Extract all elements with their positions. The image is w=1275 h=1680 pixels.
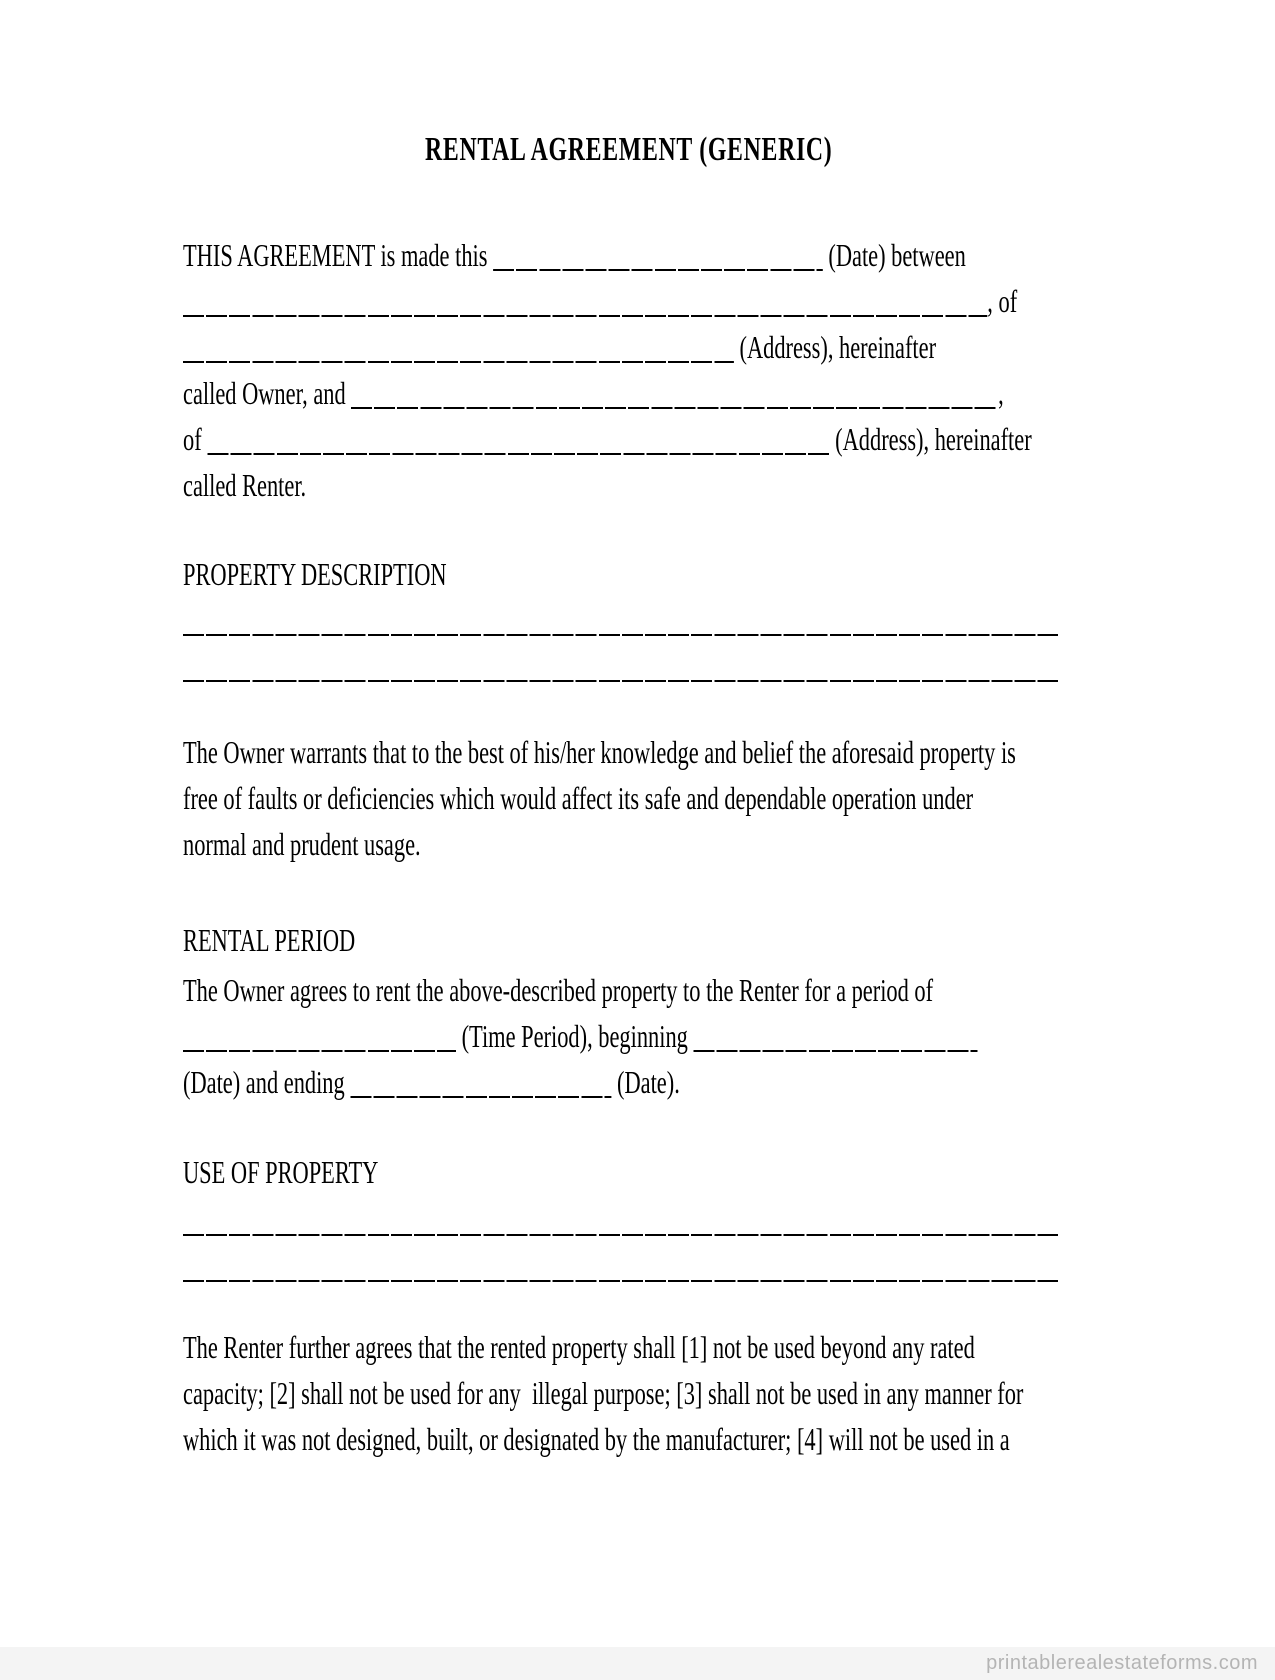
text-run: (Date) and ending bbox=[183, 1064, 351, 1100]
document-body bbox=[183, 0, 1275, 1462]
text-line bbox=[183, 1059, 680, 1105]
text-run: (Date) between bbox=[822, 237, 966, 273]
text-run: (Time Period), beginning bbox=[456, 1018, 694, 1054]
text-line bbox=[183, 1370, 1023, 1416]
use-of-property-line-1-field[interactable] bbox=[183, 1230, 1058, 1236]
renter-address-field[interactable] bbox=[207, 449, 829, 455]
text-line bbox=[183, 1416, 1010, 1462]
text-run: USE OF PROPERTY bbox=[183, 1154, 379, 1190]
parties-paragraph bbox=[183, 232, 1275, 508]
owner-address-field[interactable] bbox=[183, 357, 734, 363]
text-run: capacity; [2] shall not be used for any illegal purpose; [3] shall not be used in any manner for bbox=[183, 1375, 1024, 1411]
document-title-text bbox=[425, 127, 832, 173]
text-run: , of bbox=[987, 283, 1018, 319]
agreement-date-field[interactable] bbox=[493, 265, 823, 271]
text-run: called Owner, and bbox=[183, 375, 352, 411]
rental-period-paragraph bbox=[183, 967, 1275, 1105]
text-run: (Date). bbox=[611, 1064, 680, 1100]
text-run: RENTAL AGREEMENT (GENERIC) bbox=[425, 131, 833, 168]
text-line bbox=[183, 1013, 978, 1059]
text-line bbox=[183, 1197, 1058, 1243]
end-date-field[interactable] bbox=[350, 1092, 611, 1098]
document-title bbox=[183, 127, 1275, 173]
text-run: The Owner agrees to rent the above-described property to the Renter for a period of bbox=[183, 972, 934, 1008]
property-description-blanks bbox=[183, 597, 1275, 689]
text-line bbox=[183, 462, 306, 508]
use-of-property-blanks bbox=[183, 1197, 1275, 1289]
text-line bbox=[183, 821, 421, 867]
text-run: The Owner warrants that to the best of his/her knowledge and belief the aforesaid property is bbox=[183, 734, 1016, 770]
text-run: called Renter. bbox=[183, 467, 307, 503]
section-heading-rental-period bbox=[183, 917, 1275, 963]
text-run: free of faults or deficiencies which would affect its safe and dependable operation under bbox=[183, 780, 974, 816]
text-line bbox=[183, 232, 966, 278]
text-run: which it was not designed, built, or designated by the manufacturer; [4] will not be used in a bbox=[183, 1421, 1010, 1457]
text-run: (Address), hereinafter bbox=[733, 329, 937, 365]
text-run: The Renter further agrees that the rented property shall [1] not be used beyond any rated bbox=[183, 1329, 975, 1365]
section-heading-property-description bbox=[183, 551, 1275, 597]
text-line bbox=[183, 416, 1032, 462]
text-line bbox=[183, 1324, 975, 1370]
section-heading-text bbox=[183, 1149, 378, 1195]
text-line bbox=[183, 278, 1017, 324]
use-of-property-line-2-field[interactable] bbox=[183, 1276, 1058, 1282]
text-line bbox=[183, 324, 936, 370]
section-heading-text bbox=[183, 917, 355, 963]
text-run: PROPERTY DESCRIPTION bbox=[183, 556, 447, 592]
warranty-paragraph bbox=[183, 729, 1275, 867]
text-line bbox=[183, 967, 933, 1013]
owner-name-field[interactable] bbox=[183, 311, 987, 317]
begin-date-field[interactable] bbox=[693, 1046, 977, 1052]
renter-agreement-paragraph bbox=[183, 1324, 1275, 1462]
footer-watermark-bar bbox=[0, 1647, 1275, 1680]
text-line bbox=[183, 643, 1058, 689]
time-period-field[interactable] bbox=[183, 1046, 456, 1052]
text-line bbox=[183, 729, 1016, 775]
footer-watermark-text: printablerealestateforms.com bbox=[986, 1652, 1258, 1674]
property-description-line-1-field[interactable] bbox=[183, 630, 1058, 636]
text-run: of bbox=[183, 421, 208, 457]
section-heading-text bbox=[183, 551, 447, 597]
text-line bbox=[183, 597, 1058, 643]
property-description-line-2-field[interactable] bbox=[183, 676, 1058, 682]
text-run: THIS AGREEMENT is made this bbox=[183, 237, 494, 273]
text-run: RENTAL PERIOD bbox=[183, 922, 356, 958]
text-run: normal and prudent usage. bbox=[183, 826, 421, 862]
renter-name-field[interactable] bbox=[351, 403, 998, 409]
text-line bbox=[183, 370, 1004, 416]
text-line bbox=[183, 1243, 1058, 1289]
text-run: , bbox=[998, 375, 1004, 411]
text-line bbox=[183, 775, 973, 821]
text-run: (Address), hereinafter bbox=[829, 421, 1032, 457]
section-heading-use-of-property bbox=[183, 1149, 1275, 1195]
